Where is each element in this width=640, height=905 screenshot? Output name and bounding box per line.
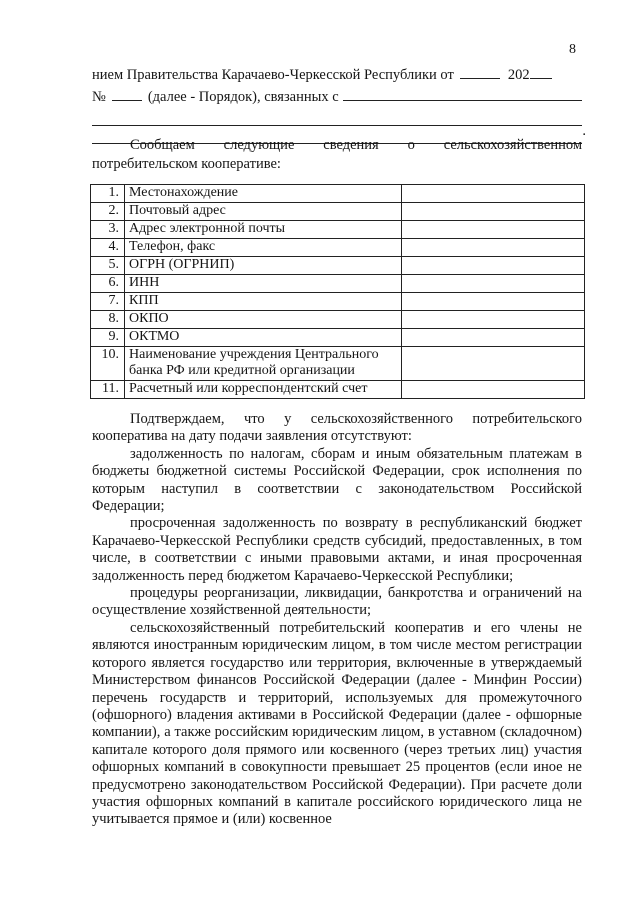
table-row [91, 203, 585, 221]
header-line-1 [92, 64, 582, 86]
row-label: ОГРН (ОГРНИП) [125, 257, 402, 275]
cooperative-info-table [90, 184, 585, 399]
subject-blank [343, 86, 582, 101]
row-number: 3. [91, 221, 125, 239]
table-row [91, 221, 585, 239]
row-label: ИНН [125, 275, 402, 293]
row-value [402, 185, 585, 203]
year-blank [530, 64, 552, 79]
row-label: Телефон, факс [125, 239, 402, 257]
row-value [402, 203, 585, 221]
row-label: Адрес электронной почты [125, 221, 402, 239]
row-label: ОКТМО [125, 329, 402, 347]
page-number: 8 [569, 42, 576, 57]
header-line-2 [92, 86, 582, 108]
row-value [402, 381, 585, 399]
confirmation-text [92, 411, 582, 829]
row-value [402, 239, 585, 257]
body-paragraph: просроченная задолженность по возврату в республиканский бюджет Карачаево-Черкесской Республики средств субсидий, предоставленных, в том числе, в соответствии с иными правовыми актами, и иная просроченная задолженность перед бюджетом Карачаево-Черкесской Республики; [92, 515, 582, 584]
row-label: Почтовый адрес [125, 203, 402, 221]
table-row [91, 293, 585, 311]
table-row [91, 257, 585, 275]
row-number: 9. [91, 329, 125, 347]
row-value [402, 275, 585, 293]
row-number: 7. [91, 293, 125, 311]
row-number: 5. [91, 257, 125, 275]
row-label: КПП [125, 293, 402, 311]
intro-paragraph: Сообщаем следующие сведения о сельскохозяйственном потребительском кооперативе: [92, 137, 582, 172]
table-row [91, 275, 585, 293]
table-row [91, 347, 585, 381]
header-line-1-text: нием Правительства Карачаево-Черкесской Республики от [92, 67, 454, 83]
body-paragraph: сельскохозяйственный потребительский кооператив и его члены не являются иностранным юридическим лицом, в том числе местом регистрации которого является государство или территория, включенные в утверждаемый Министерством финансов Российской Федерации (далее - Минфин России) перечень государств и территорий, используемых для промежуточного (офшорного) владения активами в Российской Федерации (далее - офшорные компании), а также российским юридическим лицом, в уставном (складочном) капитале которого доля прямого или косвенного (через третьих лиц) участия офшорных компаний в совокупности превышает 25 процентов (если иное не предусмотрено законодательством Российской Федерации). При расчете доли участия офшорных компаний в капитале российского юридического лица не учитывается прямое и (или) косвенное [92, 619, 582, 828]
number-blank [112, 86, 142, 101]
body-paragraph: Подтверждаем, что у сельскохозяйственного потребительского кооператива на дату подачи заявления отсутствуют: [92, 411, 582, 445]
blank-rule-1 [92, 108, 582, 126]
body-paragraph: процедуры реорганизации, ликвидации, банкротства и ограничений на осуществление хозяйственной деятельности; [92, 585, 582, 619]
row-label: Наименование учреждения Центрального банка РФ или кредитной организации [125, 347, 402, 381]
row-label: Расчетный или корреспондентский счет [125, 381, 402, 399]
row-number: 6. [91, 275, 125, 293]
header-line-2-text: (далее - Порядок), связанных с [147, 89, 339, 105]
table-row [91, 311, 585, 329]
row-number: 4. [91, 239, 125, 257]
body-paragraph: задолженность по налогам, сборам и иным обязательным платежам в бюджеты бюджетной системы Российской Федерации, срок исполнения по которым наступил в соответствии с законодательством Российской Федерации; [92, 445, 582, 515]
end-period: . [582, 123, 586, 139]
table-row [91, 185, 585, 203]
row-number: 10. [91, 347, 125, 381]
row-number: 1. [91, 185, 125, 203]
row-number: 2. [91, 203, 125, 221]
table-row [91, 381, 585, 399]
date-blank [460, 64, 500, 79]
row-value [402, 221, 585, 239]
row-value [402, 347, 585, 381]
number-sign: № [92, 89, 106, 105]
row-label: Местонахождение [125, 185, 402, 203]
table-row [91, 329, 585, 347]
row-number: 8. [91, 311, 125, 329]
row-value [402, 311, 585, 329]
row-label: ОКПО [125, 311, 402, 329]
row-number: 11. [91, 381, 125, 399]
document-header [92, 64, 586, 144]
table-row [91, 239, 585, 257]
info-table-body [91, 185, 585, 399]
year-prefix: 202 [507, 67, 530, 83]
row-value [402, 257, 585, 275]
row-value [402, 329, 585, 347]
row-value [402, 293, 585, 311]
